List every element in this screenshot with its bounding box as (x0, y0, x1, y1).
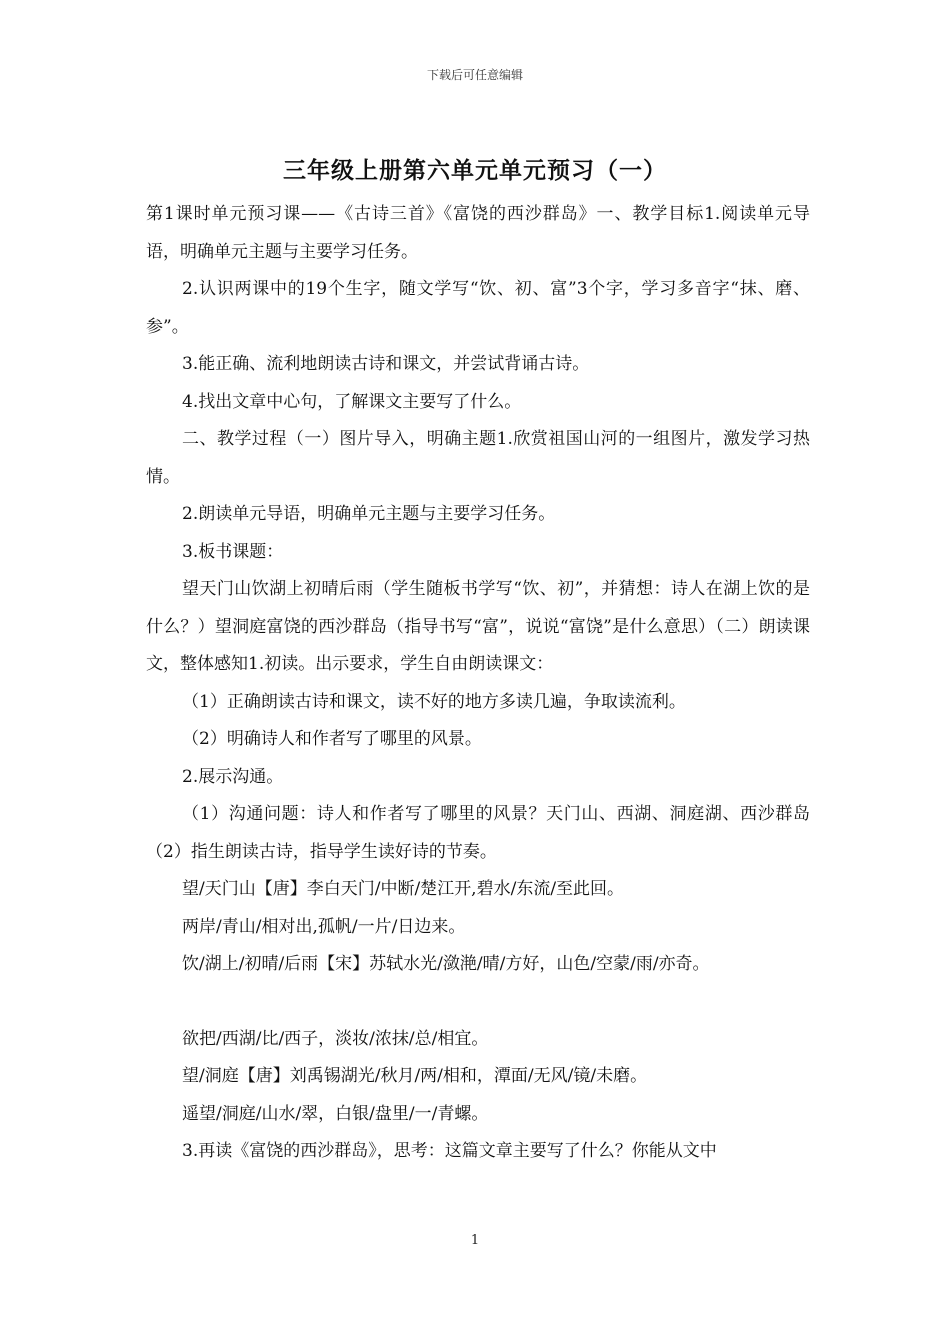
paragraph: （1）正确朗读古诗和课文，读不好的地方多读几遍，争取读流利。 (182, 691, 686, 712)
paragraph: 望天门山饮湖上初晴后雨（学生随板书学写“饮、初”，并猜想：诗人在湖上饮的是什么？）望洞庭富饶的西沙群岛（指导书写“富”，说说“富饶”是什么意思）（二）朗读课文，整体感知1.初读。出示要求，学生自由朗读课文： (146, 579, 810, 674)
page-header: 下载后可任意编辑 (426, 68, 523, 82)
paragraph: 2.朗读单元导语，明确单元主题与主要学习任务。 (182, 504, 556, 524)
paragraph: 2.展示沟通。 (182, 766, 284, 787)
paragraph: （2）明确诗人和作者写了哪里的风景。 (182, 729, 482, 749)
page-number: 1 (470, 1233, 480, 1248)
poem-line: 望/天门山【唐】李白天门/中断/楚江开,碧水/东流/至此回。 (182, 879, 625, 899)
paragraph: （1）沟通问题：诗人和作者写了哪里的风景？天门山、西湖、洞庭湖、西沙群岛（2）指生朗读古诗，指导学生读好诗的节奏。 (146, 804, 810, 862)
poem-line: 饮/湖上/初晴/后雨【宋】苏轼水光/潋滟/晴/方好，山色/空蒙/雨/亦奇。 (182, 954, 710, 974)
poem-line: 望/洞庭【唐】刘禹锡湖光/秋月/两/相和，潭面/无风/镜/未磨。 (182, 1066, 648, 1086)
document-body (146, 196, 810, 1171)
paragraph: 3.板书课题： (182, 541, 284, 562)
paragraph: 4.找出文章中心句，了解课文主要写了什么。 (182, 391, 522, 412)
blank-line (146, 984, 810, 1021)
paragraph: 3.再读《富饶的西沙群岛》，思考：这篇文章主要写了什么？你能从文中 (182, 1141, 717, 1161)
paragraph: 二、教学过程（一）图片导入，明确主题1.欣赏祖国山河的一组图片，激发学习热情。 (146, 429, 810, 487)
poem-line: 欲把/西湖/比/西子，淡妆/浓抹/总/相宜。 (182, 1028, 489, 1049)
document-title: 三年级上册第六单元单元预习（一） (283, 158, 667, 184)
paragraph: 3.能正确、流利地朗读古诗和课文，并尝试背诵古诗。 (182, 354, 590, 374)
poem-line: 遥望/洞庭/山水/翠，白银/盘里/一/青螺。 (182, 1103, 489, 1124)
paragraph: 2.认识两课中的19个生字，随文学写“饮、初、富”3个字，学习多音字“抹、磨、参”。 (146, 279, 810, 337)
poem-line: 两岸/青山/相对出,孤帆/一片/日边来。 (182, 916, 466, 937)
paragraph: 第1课时单元预习课——《古诗三首》《富饶的西沙群岛》一、教学目标1.阅读单元导语，明确单元主题与主要学习任务。 (146, 204, 810, 262)
